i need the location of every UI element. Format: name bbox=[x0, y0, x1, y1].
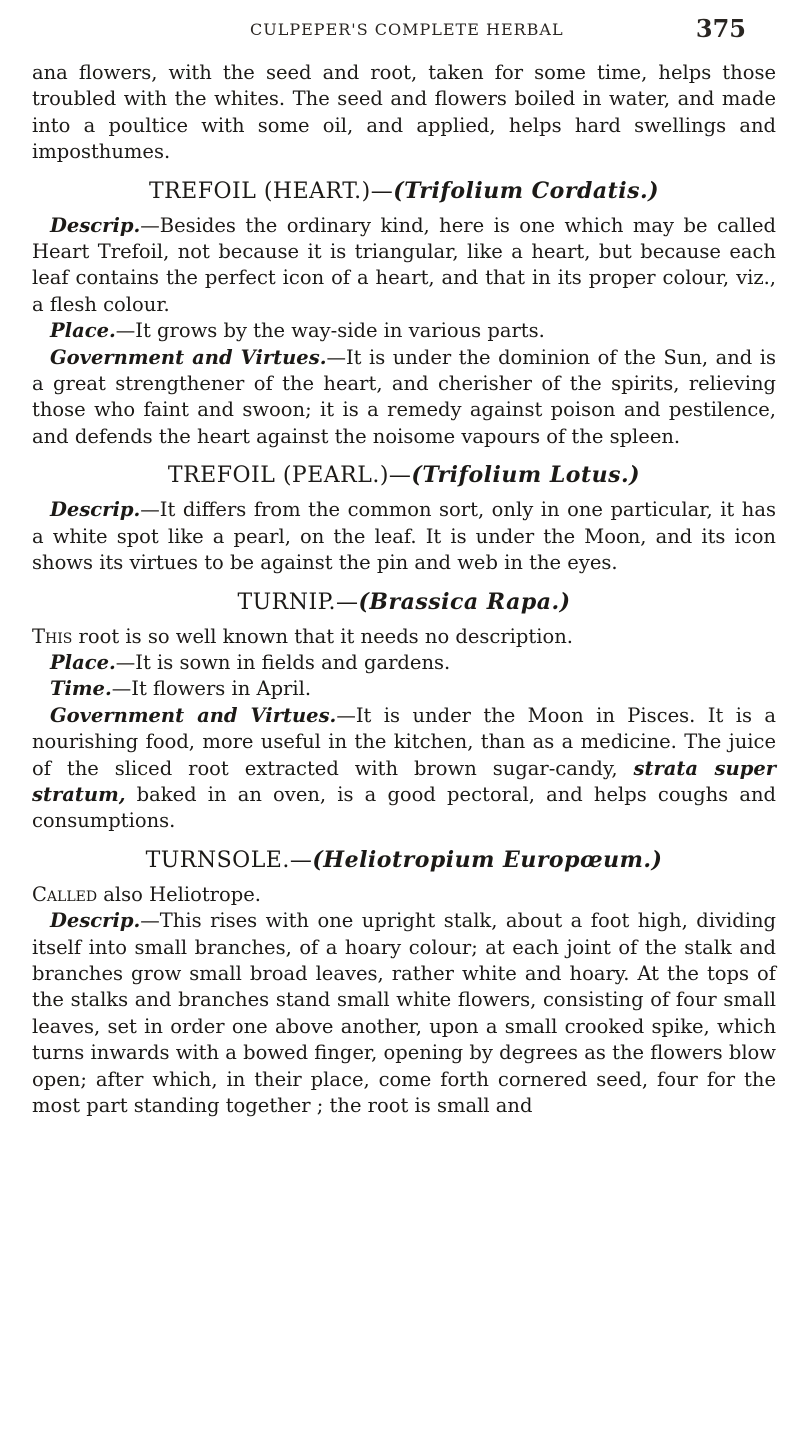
intro-text: also Heliotrope. bbox=[97, 882, 261, 906]
page-number: 375 bbox=[695, 14, 746, 43]
latin-name: (Trifolium Lotus.) bbox=[411, 462, 641, 489]
intro-smallcaps: Called bbox=[32, 882, 98, 906]
descrip-label: Descrip. bbox=[50, 213, 141, 237]
time-text: —It flowers in April. bbox=[111, 677, 312, 701]
description-paragraph bbox=[32, 497, 776, 576]
place-paragraph bbox=[32, 318, 776, 344]
entry-heading-trefoil-heart bbox=[32, 176, 776, 207]
place-paragraph bbox=[32, 650, 776, 676]
government-text-b: baked in an oven, is a good pectoral, and helps coughs and consumptions. bbox=[32, 782, 776, 833]
time-label: Time. bbox=[50, 677, 112, 701]
intro-smallcaps: This bbox=[32, 624, 73, 648]
place-label: Place. bbox=[50, 319, 116, 343]
description-paragraph bbox=[32, 213, 776, 319]
descrip-text: —Besides the ordinary kind, here is one which may be called Heart Trefoil, not because it is triangular, like a heart, but because each leaf contains the perfect icon of a heart, and that in its proper colour, viz., a flesh colour. bbox=[32, 213, 776, 316]
government-label: Government and Virtues. bbox=[50, 345, 327, 369]
descrip-label: Descrip. bbox=[50, 498, 141, 522]
latin-phrase: strata super stratum, bbox=[32, 756, 777, 806]
descrip-text: —This rises with one upright stalk, about a foot high, dividing itself into small branches, of a hoary colour; at each joint of the stalk and branches grow small broad leaves, rather white and hoary. At the tops of the stalks and branches stand small white flowers, consisting of four small leaves, set in order one above another, upon a small crooked spike, which turns inwards with a bowed finger, opening by degrees as the flowers blow open; after which, in their place, come forth cornered seed, four for the most part standing together ; the root is small and bbox=[32, 909, 776, 1117]
intro-paragraph bbox=[32, 624, 776, 650]
entry-heading-turnip bbox=[32, 587, 776, 618]
government-label: Government and Virtues. bbox=[50, 703, 337, 727]
intro-text: root is so well known that it needs no description. bbox=[72, 624, 573, 648]
government-paragraph bbox=[32, 345, 776, 451]
running-header bbox=[32, 0, 776, 58]
intro-paragraph bbox=[32, 882, 776, 908]
entry-title: TREFOIL (HEART.)— bbox=[148, 178, 394, 204]
government-text: —It is under the dominion of the Sun, and is a great strengthener of the heart, and cherisher of the spirits, relieving those who faint and swoon; it is a remedy against poison and pestilence, and defends the heart against the noisome vapours of the spleen. bbox=[32, 345, 776, 448]
descrip-text: —It differs from the common sort, only in one particular, it has a white spot like a pearl, on the leaf. It is under the Moon, and its icon shows its virtues to be against the pin and web in the eyes. bbox=[32, 498, 776, 575]
latin-name: (Brassica Rapa.) bbox=[358, 588, 571, 615]
running-title: CULPEPER'S COMPLETE HERBAL bbox=[250, 20, 564, 39]
government-paragraph bbox=[32, 703, 776, 835]
place-text: —It grows by the way-side in various parts. bbox=[115, 319, 545, 343]
latin-name: (Heliotropium Europœum.) bbox=[312, 846, 663, 873]
place-label: Place. bbox=[50, 650, 116, 674]
latin-name: (Trifolium Cordatis.) bbox=[393, 177, 660, 204]
continued-paragraph: ana flowers, with the seed and root, taken for some time, helps those troubled with the whites. The seed and flowers boiled in water, and made into a poultice with some oil, and applied, helps hard swellings and imposthumes. bbox=[32, 61, 776, 164]
entry-title: TREFOIL (PEARL.)— bbox=[167, 463, 412, 489]
entry-heading-trefoil-pearl bbox=[32, 460, 776, 491]
entry-title: TURNSOLE.— bbox=[145, 847, 313, 873]
descrip-label: Descrip. bbox=[50, 909, 141, 933]
entry-title: TURNIP.— bbox=[237, 589, 359, 615]
government-text-a: —It is under the Moon in Pisces. It is a nourishing food, more useful in the kitchen, than as a medicine. The juice of the sliced root extracted with brown sugar-candy, bbox=[32, 703, 776, 780]
entry-heading-turnsole bbox=[32, 845, 776, 876]
time-paragraph bbox=[32, 676, 776, 702]
place-text: —It is sown in fields and gardens. bbox=[115, 650, 451, 674]
description-paragraph bbox=[32, 908, 776, 1119]
